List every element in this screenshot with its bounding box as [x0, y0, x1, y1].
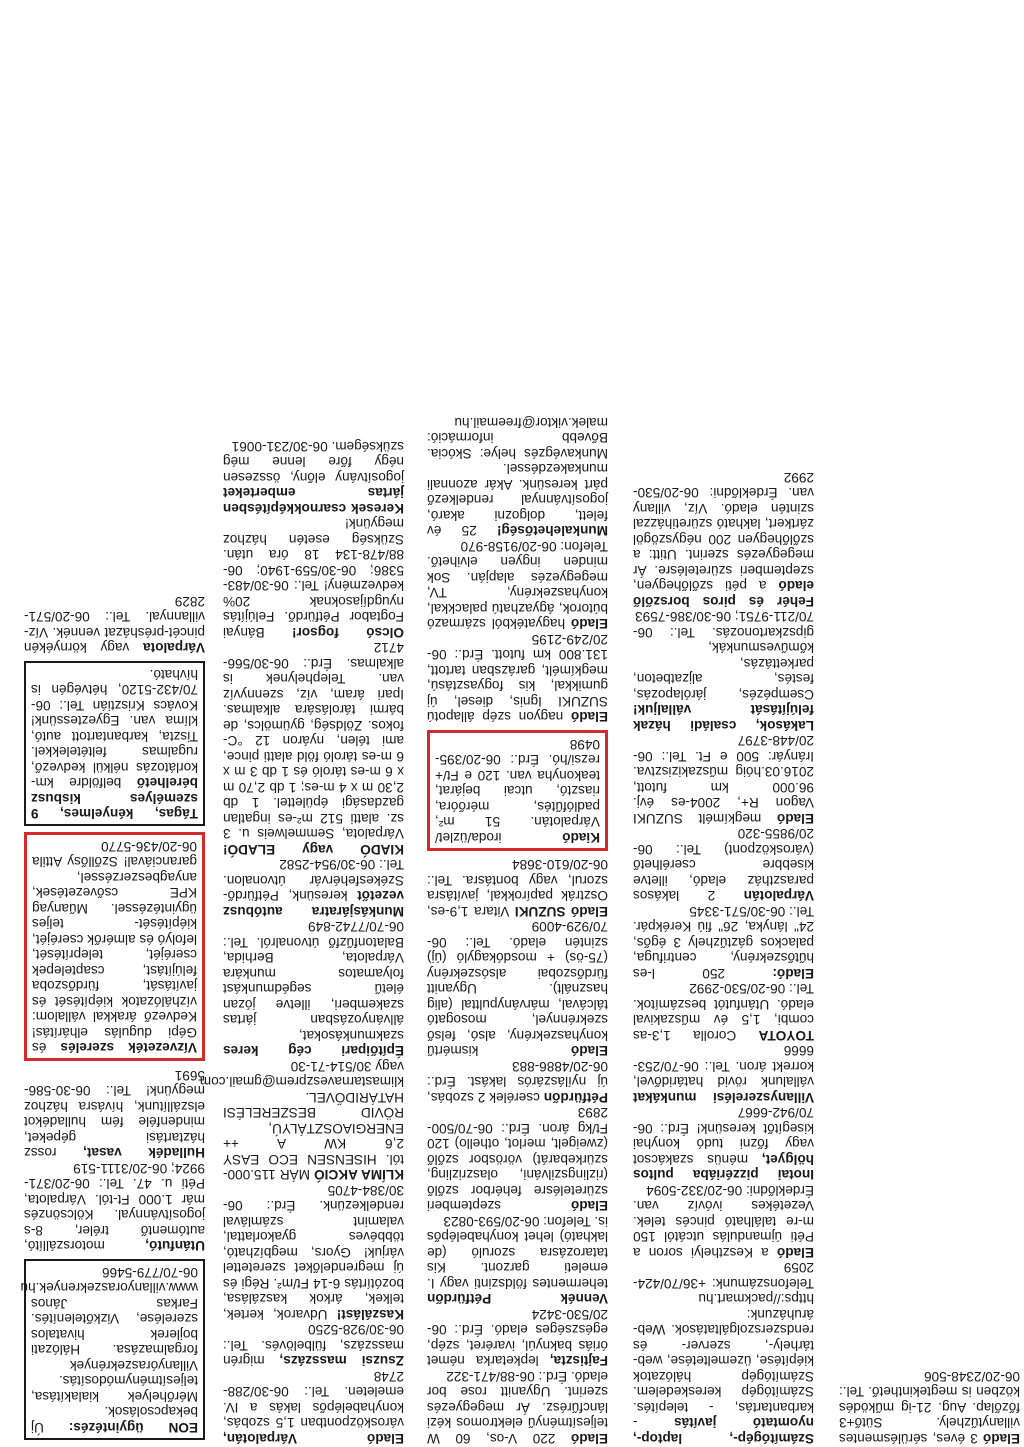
ad-heading: Eladó — [982, 1431, 1020, 1446]
classified-ad — [839, 1369, 1020, 1447]
classified-ad — [427, 1369, 608, 1447]
classified-ad — [427, 415, 608, 539]
ad-body: 220 V-os, 60 W teljesítményű elektromos kézi láncfűrész. Ár megegyezés szerint. Ugyanitt rose bor eladó. Érd.: 06-88/471-322 — [427, 1369, 608, 1446]
classified-ad — [24, 1161, 205, 1254]
classified-ad — [223, 1183, 404, 1323]
ad-body: cserélek 2 szobás, új nyílászárós lakást. Érd.: 06-20/4886-883 — [427, 1059, 608, 1105]
ad-body: MÁR 115.000-tól. HISENSEN ECO EASY 2,6 KW A ++ ENERGIAOSZTÁLYÚ, RÖVID BESZERELÉSI HATÁRIDŐVEL. klimastarnaveszprem@gmail.com vagy 30/514-71-30 — [199, 1059, 404, 1183]
ad-heading: Eladó: — [772, 966, 814, 981]
ad-body: 25 év felett, dolgozni akaró, jogosítvánnyal rendelkező párt keresünk. Akár azonnali munkakezdéssel. Munkavégzés helye: Skócia. Bővebb információ: malek.viktor@freemail.hu — [427, 415, 608, 539]
ad-body: 3 éves, sérülésmentes villanytűzhely. Sütő+3 főzőlap. Aug. 21-ig működés közben is megtekinthető. Tel.: 06-20/2348-506 — [839, 1369, 1020, 1446]
ad-heading: Eladó — [776, 811, 814, 826]
ad-body: Corolla 1,3-as combi, 1,5 év műszakival eladó. Utánfutót beszámítok. Tel.: 06-20/530-2992 — [632, 981, 814, 1043]
classified-ad — [223, 516, 404, 640]
classified-ad — [633, 1105, 814, 1183]
ad-heading: Villanyszerelési munkákat — [633, 1090, 814, 1105]
classified-ad — [633, 609, 814, 733]
ad-body: 2 lakásos parasztház eladó, illetve kisebbre cserélhető (városközpont) Tel.: 06-20/9855-320 — [633, 826, 814, 904]
ad-heading: Eladó Várpalotán, — [223, 1431, 404, 1446]
ad-body: ménüs szakácsot vagy főzni tudó konyhai kisegítőt keresünk! Érd.: 06-70/942-6667 — [633, 1105, 814, 1167]
ad-body: kismértű konyhaszekrény, alsó, felső szekrénnyel, mosogató tálcával, márványpulttal (alig használt). Ugyanitt fürdőszobai alsószekrény (75-ös) + mosdókagyló (új) szintén eladó. Tel.: 06-70/929-4009 — [427, 919, 608, 1059]
ad-body: belföldre km-korlátozás nélkül kedvező, rugalmas feltételekkel. Tiszta, karbantartott autó, klíma van. Egyeztessünk! Kovács Krisztián Tel.: 06-70/432-5120, hétvégén is hívható. — [31, 667, 198, 791]
column-4 — [199, 439, 404, 1447]
ad-heading: Pétfürdőn — [543, 1090, 608, 1105]
classified-ad — [223, 1322, 404, 1369]
ad-body: városközpontban 1,5 szobás, konyhabelépős lakás a IV. emeleten. Tel.: 06-30/288-2748 — [223, 1369, 404, 1431]
ad-body: szeptemberi szüretelésre fehérbor szőlő (rizlingszilváni, olaszrizling, szürkebarát) vörösbor szőlő (zweigelt, merlot, othello) 120 Ft/kg áron. Érd.: 06-70/500-2893 — [427, 1105, 608, 1214]
classified-ad — [427, 919, 608, 1059]
classified-ad — [199, 1059, 404, 1183]
ad-body: a péti szőlőhegyen, szeptemberi szüretelésre. Ár megegyezés szerint. Utitt: a szőlőhegyen 200 négyszögöl zártkert, lakható szüretiházzal szintén eladó. Víz, villany van. Érdeklődni: 06-20/530-2992 — [633, 470, 814, 594]
classified-ad — [633, 1183, 814, 1261]
ad-body: a Keszthelyi soron a Péti újmandulás utcától 150 m-re található pincés telek. Vezetékes ivóvíz van. Érdeklődni: 06-20/332-5094 — [633, 1183, 814, 1260]
ad-heading: Keresek csarnokképítésben jártas emberteket — [223, 485, 404, 516]
column-5 — [20, 594, 205, 1447]
classified-ad — [427, 1214, 608, 1307]
ad-body: iroda/üzlet/ Várpalotán. 51 m², padlófűtés, mérőóra, riasztó, utcai bejárat, teakonyha van. 120 e Ft/+ rezsi/hó. Érd.: 06-20/395-0498 — [435, 737, 600, 845]
ad-heading: Várpalotán — [743, 888, 814, 904]
ad-body: vállalunk rövid határidővel, korrekt áron. Tel.: 06-70/253-6666 — [633, 1043, 814, 1090]
ad-heading: Utánfutó, — [145, 1238, 205, 1254]
classified-ad — [633, 733, 814, 826]
ad-heading: Olcsó fogsor! — [292, 625, 404, 640]
ad-heading: Lakások, családi házak felújítását vállaljuk! — [633, 702, 814, 733]
classified-ad — [633, 904, 814, 982]
classified-ad — [427, 1105, 608, 1214]
classified-ad — [223, 919, 404, 1059]
classified-ad — [223, 1369, 404, 1447]
ad-body: rossz háztartási gépeket, mindenféle fém hulladékot elszállítunk, hívásra házhoz megyünk! Tel.: 06-30-586-5691 — [24, 1068, 205, 1161]
ad-heading: EON ügyintézés: — [68, 1420, 198, 1435]
ad-heading: Kaszálást! — [336, 1307, 404, 1322]
classified-ad — [24, 833, 205, 1062]
classified-ad — [427, 539, 608, 632]
classified-ad — [427, 1059, 608, 1106]
classified-ad — [633, 981, 814, 1043]
ad-body: lepketarka német óriás baknyúl, ivaréret, szép, egészséges eladó. Érd.: 06-20/530-3424 — [426, 1307, 608, 1369]
ad-heading: Zsuzsi masszázs, — [279, 1353, 404, 1369]
ad-body: és Gépi dugulás elhárítás! Kedvező árakkal vállalom: vízhálózatok kiépítését és javítását, fürdőszoba felújítást, csaptelepek cseréjét, teleprítését, lefolyó és almérők cseréjét, kiépítését- teljes ügyintézéssel. Műanyag KPE csővezetések, anyagbeszerzéssel, garanciával! Szőllősy Attila 06-20/436-5770 — [32, 839, 197, 1056]
ad-heading: Eladó — [570, 709, 608, 725]
classified-ad — [20, 1260, 205, 1441]
classified-ad — [427, 1307, 608, 1369]
classified-ad — [223, 640, 404, 857]
ad-body: motorszállító, autómentő tréler, 8-s jogosítvánnyal. Kölcsönzés már 1.000 Ft-tól. Várpalota, Péti u. 47. Tel.: 06-20/371-9924; 06-20/3111-519 — [24, 1161, 205, 1254]
ad-heading: Fehér és piros borszőlő eladó — [633, 578, 814, 609]
ad-body: jogosítvány előny, összesen négy főre lenne még szükségem. 06-30/231-0061 — [223, 439, 404, 485]
ad-body: Új bekapcsolások. Mérőhelyek kialakítása, teljesítménymódosítás. Villanyóraszekrények forgalmazása. Hálózati bojlerek hivatalos szerelése, Vizkőtelenítés. Farkas János www.villanyoraszekrenyek.hu 06-70/779-5466 — [20, 1265, 198, 1435]
ad-heading: Vennék Pétfürdőn — [427, 1291, 608, 1307]
ad-heading: Számítógép-, laptop-, nyomtató javítás — [633, 1415, 814, 1446]
ad-body: migrén masszázs, fülbelövés. Tel.: 06-30/928-5250 — [223, 1322, 404, 1369]
ad-body: - karbantartás, - telepítés. Számítógép kereskedelem. Számítógép hálózatok kiépítése, üzemeltetése, web-tárhely-, szerver- és rendszerszolgáltatások. Web-áruházunk: https://packmart.hu Telefonszámunk: +36/70/424-2059 — [633, 1260, 814, 1431]
column-1 — [839, 1369, 1020, 1447]
ad-heading: Eladó — [570, 1198, 608, 1214]
ad-heading: Eladó — [570, 616, 608, 632]
ad-body: vagy környékén pincét-présházat vennék. Víz-villannyal. Tel.: 06-20/571-2829 — [24, 594, 205, 656]
classified-ad — [427, 731, 608, 852]
classified-ad — [223, 857, 404, 919]
ad-heading: Munkalehetőség! — [496, 523, 608, 539]
ad-body: Várpalota, Semmelweis u. 3 sz. alatti 512 m²-es ingatlan gazdasági épülettel. 1 db 2,30 m x 4 m-es; 1 db 2,70 m x 6 m-es tároló és 1 db 3 m x 6 m-es tároló föld alatti pince, ami télen, nyáron 12 °C-fokos. Zöldség, gyümölcs, de bármi tárolására alkalmas. Ipari áram, víz, szennyvíz van. Telephelynek is alkalmas. Érd.: 06-30/566-4712 — [223, 640, 404, 842]
classified-ad — [24, 1068, 205, 1161]
classified-ad — [223, 439, 404, 517]
ad-body: hagyatékból származó bútorok, ágyazhatú palackkal, konyhaszekrény, TV, megegyezés alapján. Sok minden ingyen elvihető. Telefon: 06-20/9158-970 — [427, 539, 608, 632]
ad-body: Vitara 1,9-es, Osztrák papírokkal, javításra szorul, vagy bontásra. Tel.: 06-20/610-3684 — [426, 857, 608, 919]
ad-heading: Építőipari cég keres — [223, 1043, 404, 1059]
ad-heading: Eladó — [776, 1245, 814, 1260]
ad-body: szakmunkásokat, állványozásban jártas szakemberi, illetve józan életű segédmunkást folyamatos munkára Várpalota, Berhida, Balatonfűzfő útvonalról. Tel.: 06-70/7742-849 — [223, 919, 404, 1043]
ad-heading: Kiadó — [562, 830, 600, 845]
ad-heading: Tágas, kényelmes, 9 személyes kisbusz bérelhető — [31, 775, 198, 822]
ad-body: nagyon szép állapotú SUZUKI Ignis, diesel, új gumikkal, kis fogyasztású, megkímélt, garázsban tartott, 131.800 km futott. Érd.: 06-20/249-2195 — [427, 632, 608, 725]
ad-body: Udvarok, kertek, telkek, árkok kaszálása, bozótírtás 6-14 Ft/m². Régi és új megrendelőket szeretettel várjuk! Gyors, megbízható, többéves gyakorlattal, valamint számlával rendelkezünk. Érd.: 06-30/384-4705 — [223, 1183, 404, 1322]
ad-body: Csempézés, járólapozás, festés, aljzatbeton, parkettázás, kőművesmunkák, gipszkartonozás. Tel.: 06-70/211-9751; 06-30/386-7593 — [633, 609, 814, 702]
classified-ad — [633, 826, 814, 904]
ad-heading: KIADÓ vagy ELADÓ! — [223, 842, 404, 857]
ad-heading: Vízvezeték szerelés — [60, 1040, 197, 1056]
classified-ad — [24, 594, 205, 656]
ad-heading: Inotai pizzériába pultos hölgyet, — [633, 1152, 814, 1183]
ad-heading: Eladó — [570, 1431, 608, 1446]
ad-heading: Eladó SUZUKI — [514, 904, 608, 919]
column-2 — [633, 470, 814, 1447]
ad-heading: KLÍMA AKCIÓ — [314, 1167, 404, 1183]
classified-ad — [633, 470, 814, 610]
ad-body: megkímélt SUZUKI Vagon R+, 2004-es évj. 96.000 km futott, 2016.03.hóig műszakizisztva. Irányár: 500 e Ft. Tel.: 06-20/448-3797 — [633, 733, 814, 826]
ad-heading: Eladó — [570, 1043, 608, 1059]
ad-body: 250 l-es hűtőszekrény, centrifuga, palackos gáztűzhely 3 égős, 24" lányka, 26" fiú Kerékpár. Tel.: 06-30/571-3345 — [633, 904, 814, 981]
classified-ad — [24, 662, 205, 827]
column-3 — [427, 415, 608, 1447]
ad-body: keresünk, Pétfürdő-Székesfehérvár útvonalon. Tel.: 06-30/954-2582 — [223, 857, 404, 904]
classified-ad — [633, 1043, 814, 1105]
ad-heading: Fajtiszta, — [549, 1353, 608, 1369]
classified-ad — [427, 857, 608, 919]
classified-ad — [427, 632, 608, 725]
ad-heading: Várpalota — [143, 640, 205, 656]
classified-ad — [633, 1260, 814, 1446]
ad-heading: Hulladék vasat, — [83, 1145, 205, 1161]
ad-heading: Munkásjáratra autóbusz vezetőt — [223, 888, 404, 919]
ad-heading: TOYOTA — [758, 1028, 814, 1043]
ad-body: tehermentes földszinti vagy I. emeleti garzont. Kis tatarozásra szoruló (de lakható) lehet konyhabelépős is. Telefon: 06-20/593-0823 — [427, 1214, 608, 1291]
ad-body: Bányai Fogtabor Pétfürdő. Felújítás nyugdíjasoknak 20% kedvezmény! Tel.: 06-30/483-5386; 06-30/559-1940; 06-88/478-134 18 óra után. Szükség esetén házhoz megyünk! — [223, 516, 404, 640]
